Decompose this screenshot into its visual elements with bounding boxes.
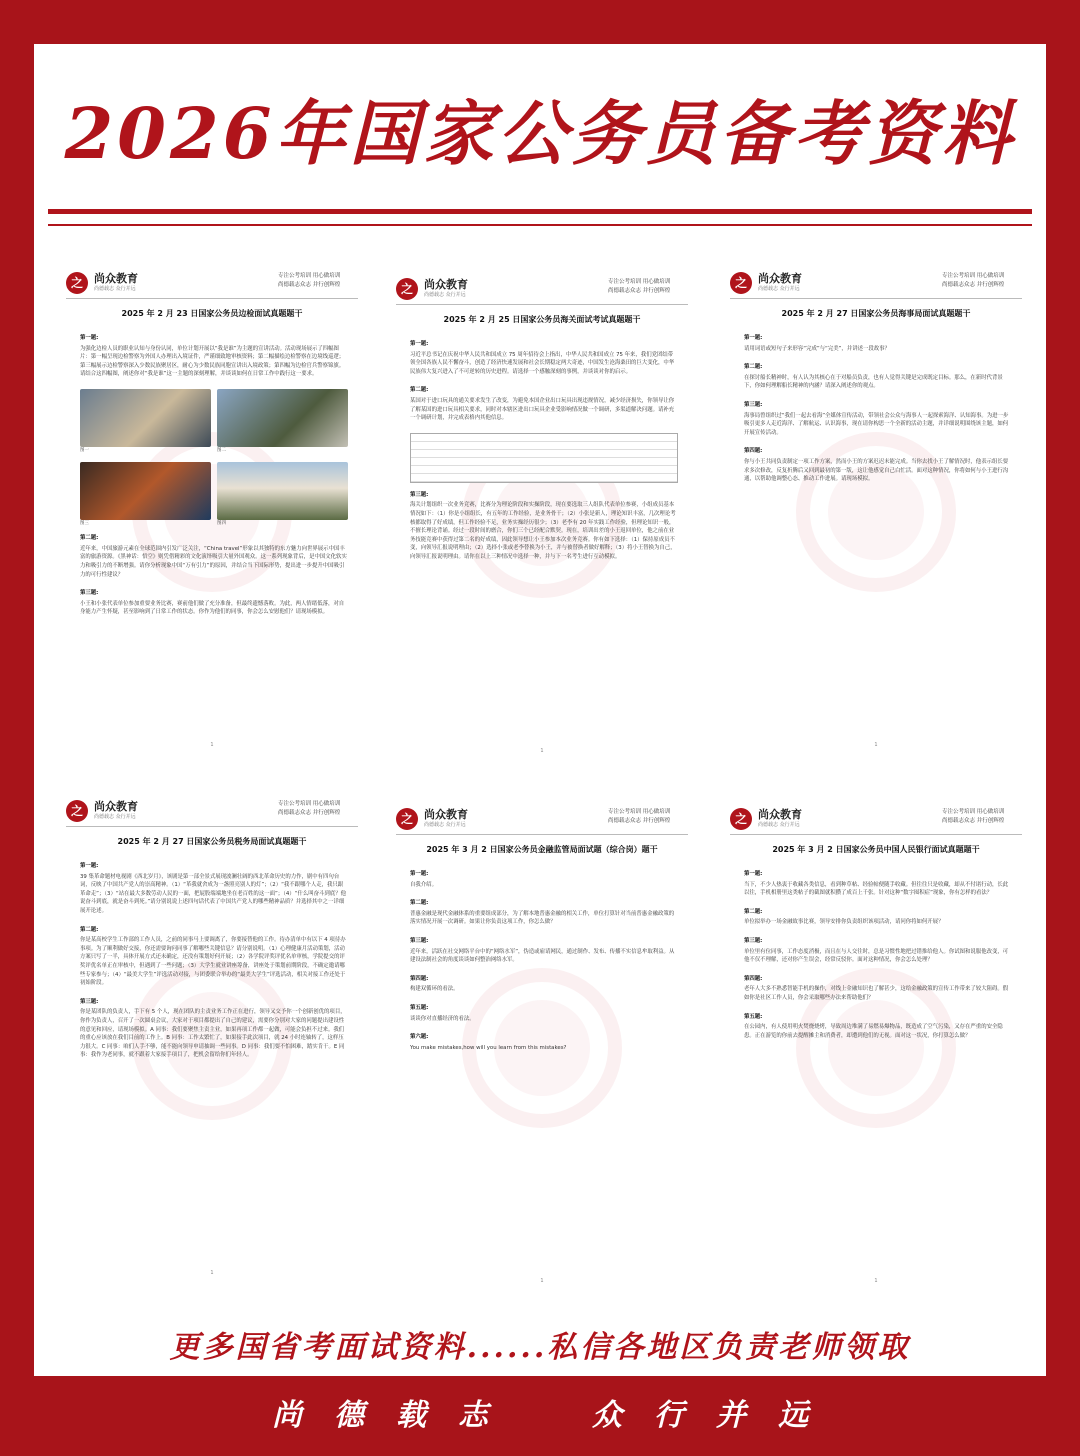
question-text: 当下，不少人热衷于收藏各类信息，看到种草帖、经验帖便随手收藏。但往往只是收藏，却从不付诸行动，长此以往，手机相册里这类帖子的截图就积攒了成百上千张。针对这种“数字囤积症”现象，你有怎样的看法？: [744, 881, 1009, 897]
page-number: 1: [874, 742, 878, 748]
question-text: 近年来，中国旅游元素在全球范围内引发广泛关注，“China travel”形象以其独特的东方魅力向世界展示中国丰富的旅游资源。《黑神话：悟空》则凭借精彩的文化演绎吸引大量外国观众。这一系列现象背后，是中国文化软实力和吸引力的不断增强。请你分析现象中国“万有引力”的原因，并结合当下国际形势，提出进一步提升中国吸引力的可行性建议？: [80, 545, 347, 578]
page-header: [730, 270, 1022, 296]
question-text: 海关计划组织一次业务竞赛，比赛分为理论阶段和实操阶段，现在要选取三人组队代表单位参赛，小组成员基本情况如下：（1）你是小组组长，有五年的工作经验，是业务骨干；（2）小张是新人，理论知识丰富，几次理论考核都取得了好成绩，但工作经验不足，业务实操经历很少；（3）老李有 20 年实践工作经验，但理论知识一般，不擅长理论背诵。经过一段时间的磨合，你们三个已经配合默契。现在，培训出差的小王返回单位，他之前在业务技能竞赛中获得过第二名的好成绩，因此领导想让小王参加本次业务竞赛。你有如下选择：（1）保持原成员不变，向领导汇报说明理由；（2）选择小张或老李替换为小王，并与被替换者做好解释；（3）将小王替换为自己，向领导汇报说明理由。请你在以上三种情况中选择一种，并与下一名考生进行互动模拟。: [410, 502, 676, 560]
brand-subtitle: 尚德载志 众行并远: [94, 286, 136, 292]
brand-subtitle: 尚德载志 众行并远: [758, 822, 800, 828]
header-divider: [396, 834, 688, 835]
page-number: 1: [210, 1270, 214, 1276]
header-divider: [730, 834, 1022, 835]
photo-item: [217, 389, 348, 456]
motto-char: 行: [654, 1398, 684, 1433]
page-title: 2025 年 2 月 23 日国家公务员边检面试真题题干: [121, 309, 303, 318]
question-text: 请用词语或短句子来形容“完成”与“完美”，并讲述一段故事？: [744, 345, 890, 352]
brand-slogan: [278, 272, 358, 290]
question-label: 第三题:: [744, 937, 763, 944]
page-header: [396, 276, 688, 302]
question-label: 第三题:: [80, 590, 99, 597]
question-label: 第四题:: [410, 975, 429, 982]
question-label: 第四题:: [744, 975, 763, 982]
question-label: 第三题:: [410, 491, 429, 498]
brand-name: 尚众教育: [758, 808, 802, 821]
document-page: [386, 798, 698, 1290]
question-label: 第二题:: [80, 926, 99, 933]
motto-char: 远: [778, 1398, 808, 1433]
brand-slogan: [942, 272, 1022, 290]
slogan-line: 专注公考培训 用心做培训: [278, 801, 341, 807]
brand-subtitle: 尚德载志 众行并远: [758, 286, 800, 292]
page-title: 2025 年 2 月 27 日国家公务员海事局面试真题题干: [781, 309, 971, 318]
photo-caption: 图二: [217, 447, 226, 453]
motto-char: 载: [396, 1398, 426, 1433]
slogan-line: 专注公考培训 用心做培训: [942, 809, 1005, 815]
slogan-line: 尚德载志众志 并行创辉煌: [942, 818, 1005, 824]
brand-slogan: [608, 808, 688, 826]
slogan-line: 尚德载志众志 并行创辉煌: [278, 810, 341, 816]
question-label: 第二题:: [744, 908, 763, 915]
question-label: 第五题:: [410, 1004, 429, 1011]
slogan-line: 专注公考培训 用心做培训: [608, 279, 671, 285]
page-title: 2025 年 2 月 25 日国家公务员海关面试考试真题题干: [443, 315, 641, 324]
question-text: 39 集革命题材电视剧《西北岁月》，该剧是第一部全景式展现波澜壮阔的西北革命历史的力作，剧中有四句台词，反映了中国共产党人的崇高精神。（1）“革我就舍成为一盏照亮别人的灯”；（2）“我不跟哪个人走，我只跟革命走”；（3）“站在最大多数劳动人民的一面，把屁股端端地坐在老百姓的这一面”；（4）“什么叫奋斗到底？他说奋斗到底，就是奋斗到死。”请分别说说上述四句话代表了中国共产党人的哪些精神品质？并选择其中之一详细展开论述。: [80, 873, 346, 914]
brand-logo-icon: 之: [396, 808, 418, 830]
brand-logo-icon: 之: [730, 808, 752, 830]
question-label: 第一题:: [410, 871, 429, 877]
page-body: [410, 864, 678, 1062]
page-number: 1: [874, 1278, 878, 1284]
brand-logo-icon: 之: [66, 800, 88, 822]
brand-logo-icon: 之: [730, 272, 752, 294]
question-text: 老年人大多不熟悉智能手机的操作，对线上金融知识也了解甚少，这给金融政策的宣传工作带来了较大阻碍。假如你是社区工作人员，你会采取哪些办法来帮助他们？: [744, 986, 1009, 1001]
question-label: 第一题:: [744, 871, 763, 877]
page-body: [744, 864, 1012, 1050]
page-title: 2025 年 3 月 2 日国家公务员金融监管局面试题（综合岗）题干: [426, 845, 658, 854]
header-divider: [396, 304, 688, 305]
motto-char: 众: [592, 1398, 622, 1433]
question-text: 在探讨船长精神时，有人认为其核心在于对船员负责，也有人觉得关键是完成既定目标。那么，在新时代背景下，你如何理解船长精神的内涵？请深入阐述你的观点。: [744, 374, 1003, 390]
question-label: 第一题:: [410, 341, 429, 347]
question-text: 你与小王共同负责制定一项工作方案，然而小王的方案迟迟未能完成。当你去找小王了解情况时，他表示组长要求多次修改，反复折腾后又回到最初的第一版，这让他感觉自己白忙活。面对这种情况，你将如何与小王进行沟通，以帮助他调整心态、推动工作进展。请现场模拟。: [744, 458, 1009, 483]
brand-logo-icon: 之: [396, 278, 418, 300]
photo-caption: 图一: [80, 447, 89, 453]
brand-slogan: [278, 800, 358, 818]
question-label: 第三题:: [410, 937, 429, 944]
motto-char: 尚: [272, 1398, 302, 1433]
slogan-line: 尚德载志众志 并行创辉煌: [942, 282, 1005, 288]
motto-char: 并: [716, 1398, 746, 1433]
page-body: [80, 328, 348, 627]
question-label: 第二题:: [410, 387, 429, 394]
page-header: [66, 270, 358, 296]
question-label: 第一题:: [80, 863, 99, 869]
brand-slogan: [942, 808, 1022, 826]
page-header: [396, 806, 688, 832]
photo-image: [80, 462, 211, 520]
question-label: 第二题:: [410, 900, 429, 907]
header-divider: [730, 298, 1022, 299]
question-label: 第六题:: [410, 1034, 429, 1041]
question-text: 习近平总书记在庆祝中华人民共和国成立 75 周年招待会上指出，中华人民共和国成立 75 年来，我们党团结带领全国各族人民不懈奋斗，创造了经济快速发展和社会长期稳定两大奇迹，中国发生沧海桑田的巨大变化，中华民族伟大复兴进入了不可逆转的历史进程。请选择一个感触深刻的事例，并谈谈对你的启示。: [410, 351, 675, 375]
motto-char: 志: [458, 1398, 488, 1433]
photo-item: [80, 389, 211, 456]
main-title: 2026年国家公务员备考资料: [64, 92, 1016, 175]
document-page: [720, 262, 1032, 754]
question-label: 第二题:: [744, 364, 763, 371]
photo-image: [217, 462, 348, 520]
photo-image: [80, 389, 211, 447]
question-text: 某国对于进口玩具的通关要求发生了改变，为避免本国企业出口玩具出现违规情况，减少经济损失，你领导让你了解某国的进口玩具相关要求，同时对本辖区进出口玩具企业受影响情况做一个调研，多渠道解决问题。请补充一个调研计划，并完成表格内其他信息。: [410, 397, 675, 422]
motto-char: 德: [334, 1398, 364, 1433]
page-header: [730, 806, 1022, 832]
question-text: 在公园内，有人使用明火焚烧烧烤，导致周边堆满了易燃易爆物品，既造成了空气污染，又存在严重的安全隐患。正在游览的你前去提醒摊主和消费者，却遭到他们的无视。面对这一状况，你打算怎么做？: [744, 1024, 1003, 1039]
question-label: 第一题:: [744, 335, 763, 341]
question-text: 你是某团队的负责人，手下有 5 个人，现在团队的主责业务工作正在进行，领导又交予你一个创新创优的项目，你作为负责人，召开了一次圆桌会议，大家对于项目都提出了自己的建议，需要你分别对大家的问题提出建设性的意见和回应，请现场模拟。A 同事：我们要聚焦主责主业，如果再项工作都一起做，可能会负担不过来。我们的重心应该放在我们目前的工作上。B 同事：工作太繁忙了，如果接手此次项目，就 24 小时连轴转了，这样压力很大。C 同事：咱们人手不够，能不能向领导申请抽调一些同事。D 同事：我们要不怕困难，踏实肯干。E 同事：我作为老同事，就不跟着大家接手项目了，把机会留给你们年轻人。: [80, 1009, 346, 1059]
photo-grid: [80, 389, 348, 528]
title-rule-thick: [48, 209, 1032, 214]
page-body: [744, 328, 1012, 494]
brand-slogan: [608, 278, 688, 296]
question-text: 小王和小张代表单位参加重要业务比赛，赛前他们做了充分准备，但最终遗憾落败。为此，两人情绪低落，对自身能力产生怀疑，甚至影响到了日常工作的状态。你作为他们的同事，你会怎么安慰他们？请现场模拟。: [80, 600, 345, 616]
photo-caption: 图三: [80, 520, 89, 526]
document-page: [386, 268, 698, 760]
header-divider: [66, 826, 358, 827]
question-label: 第一题:: [80, 335, 99, 341]
photo-item: [80, 462, 211, 529]
survey-table: [410, 433, 678, 483]
question-label: 第四题:: [744, 448, 763, 455]
brand-name: 尚众教育: [94, 272, 138, 285]
promo-text: 更多国省考面试资料......私信各地区负责老师领取: [169, 1330, 911, 1365]
photo-caption: 图四: [217, 520, 226, 526]
page-body: [410, 334, 678, 572]
title-rule-thin: [48, 224, 1032, 226]
brand-name: 尚众教育: [94, 800, 138, 813]
motto: [0, 1390, 1080, 1434]
page-number: 1: [210, 742, 214, 748]
photo-item: [217, 462, 348, 529]
page-body: [80, 856, 348, 1070]
slogan-line: 尚德载志众志 并行创辉煌: [608, 818, 671, 824]
question-label: 第三题:: [80, 998, 99, 1005]
document-page: [720, 798, 1032, 1290]
question-text: 谈谈你对直播经济的看法。: [410, 1015, 475, 1022]
question-label: 第五题:: [744, 1013, 763, 1020]
slogan-line: 专注公考培训 用心做培训: [608, 809, 671, 815]
brand-name: 尚众教育: [758, 272, 802, 285]
page-title: 2025 年 3 月 2 日国家公务员中国人民银行面试真题题干: [772, 845, 980, 854]
brand-subtitle: 尚德载志 众行并远: [424, 822, 466, 828]
question-text: 构建双循环的看法。: [410, 986, 459, 993]
page-number: 1: [540, 748, 544, 754]
brand-name: 尚众教育: [424, 808, 468, 821]
question-text: 近年来，活跃在社交网络平台中的“网络水军”，伪造或雇请网民，通过制作、发布、传播不实信息牟取利益。从建设法制社会的角度谈谈如何整治网络水军。: [410, 948, 675, 964]
question-text: 自我介绍。: [410, 881, 437, 888]
slogan-line: 专注公考培训 用心做培训: [278, 273, 341, 279]
brand-subtitle: 尚德载志 众行并远: [424, 292, 466, 298]
question-text: 普惠金融是现代金融体系的重要组成部分，为了解本地普惠金融的相关工作，单位打算针对当前普惠金融政策的落实情况开展一次调研。如果让你负责这项工作，你怎么做？: [410, 910, 675, 926]
document-page: [56, 790, 368, 1282]
question-text: You make mistakes,how will you learn from this mistakes?: [410, 1044, 567, 1051]
question-text: 为强化边检人员的职业认知与身份认同，单位计划开展以“我是谁”为主题的宣讲活动。活动现场展示了四幅图片：第一幅呈现边检警察为外国人办理出入境证件，严谨细致地审核资料；第二幅描绘边检警察在边境线巡逻；第三幅展示边检警察深入少数民族聚居区，耐心为少数民族同胞宣讲出入境政策；第四幅为边检官兵警察锦旗。请结合这四幅图，阐述你对“我是谁”这一主题的深刻理解，并谈谈如何在日常工作中践行这一要求。: [80, 345, 345, 378]
question-text: 单位里有位同事，工作态度消极，而且在与人交往时，总是习惯性地把过错推给他人。你试图和说服他改变，可他不仅不理解，还对你产生误会，经常反驳你。面对这种情况，你会怎么处理？: [744, 948, 1009, 964]
header-divider: [66, 298, 358, 299]
photo-image: [217, 389, 348, 447]
page-header: [66, 798, 358, 824]
question-label: 第二题:: [80, 535, 99, 542]
document-page: [56, 262, 368, 754]
brand-name: 尚众教育: [424, 278, 468, 291]
slogan-line: 尚德载志众志 并行创辉煌: [278, 282, 341, 288]
slogan-line: 专注公考培训 用心做培训: [942, 273, 1005, 279]
question-text: 你是某高校学生工作部的工作人员，之前的同事马上要调离了，你要接替他的工作。待办清单中有以下 4 项待办事项。为了顺利做好交接，你还需要询问同事了解哪些关键信息？请分别说明。（1）心理健康月活动策划，活动方案只写了一半，具体开展方式还未确定，还没有策划好何开展；（2）各学院评奖评优名单审核，学院提交的评奖评优名单正在审核中，但遇到了一些问题；（3）大学生就业讲座筹备，讲座处于策划前期阶段，不确定邀请哪些专家参与；（4）“最美大学生”评选活动对接，与团委联合举办的“最美大学生”评选活动，相关对接工作还处于初始阶段。: [80, 937, 346, 987]
question-text: 海事局曾组织过“我们一起去看海”全媒体宣传活动，带领社会公众与海事人一起探索海洋、认知海事。为进一步吸引更多人走近海洋、了解航运、认识海事，现在请你构思一个全新的活动主题，并详细说明围绕该主题，如何开展宣传活动。: [744, 412, 1009, 436]
brand-subtitle: 尚德载志 众行并远: [94, 814, 136, 820]
page-title: 2025 年 2 月 27 日国家公务员税务局面试真题题干: [117, 837, 307, 846]
question-text: 单位拟举办一场金融故事比赛，领导安排你负责组织该项活动，请问你将如何开展？: [744, 919, 944, 926]
page-number: 1: [540, 1278, 544, 1284]
slogan-line: 尚德载志众志 并行创辉煌: [608, 288, 671, 294]
brand-logo-icon: 之: [66, 272, 88, 294]
question-label: 第三题:: [744, 401, 763, 408]
